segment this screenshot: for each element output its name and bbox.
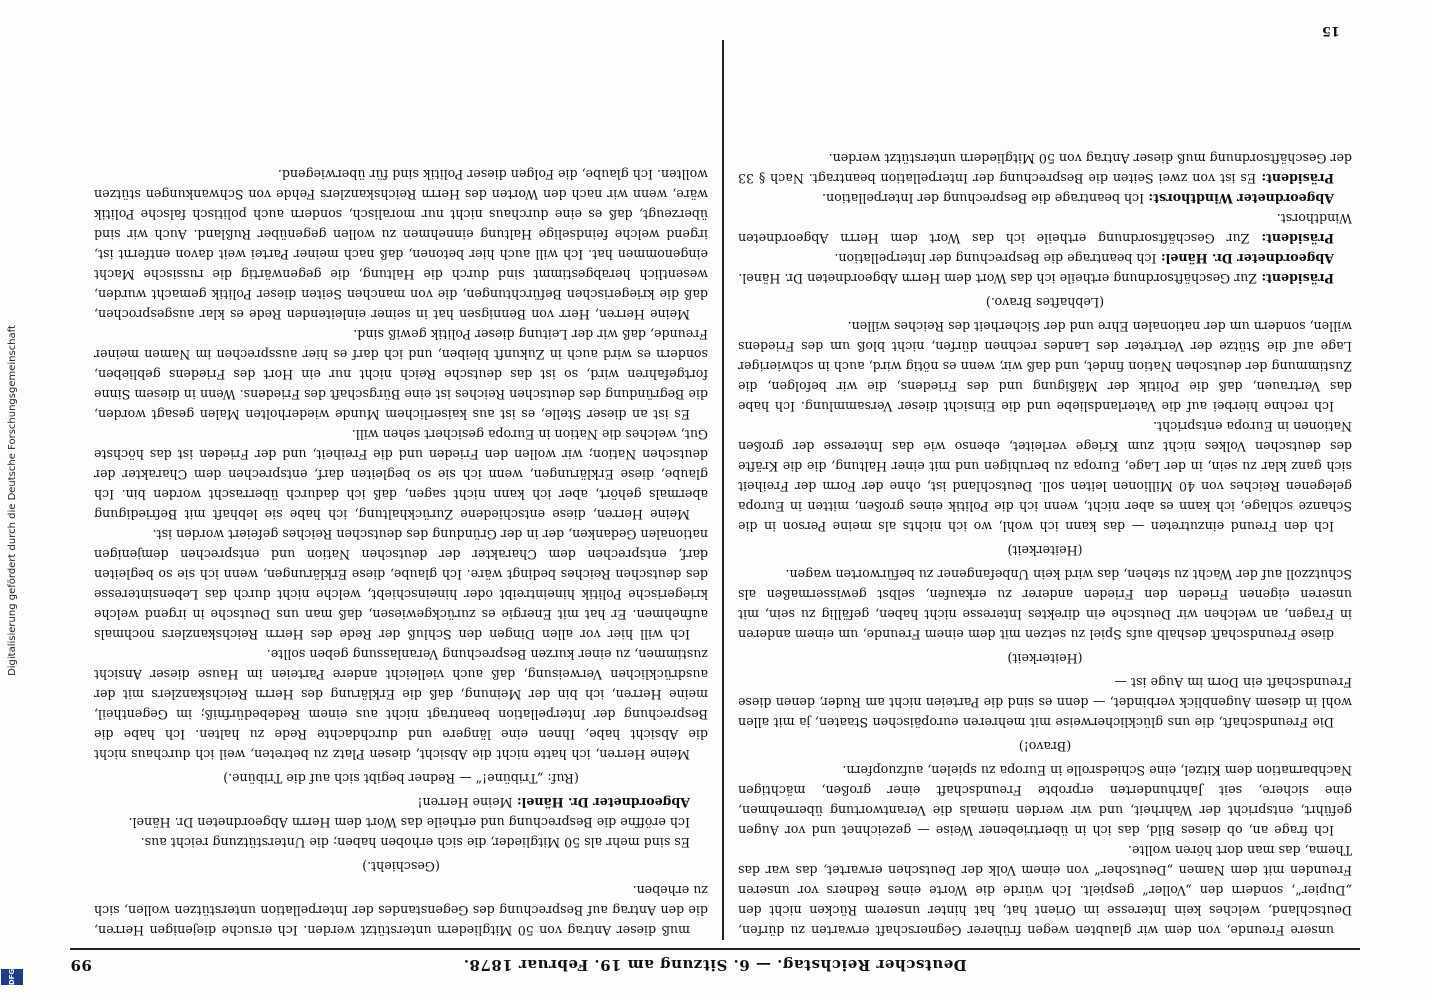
body-paragraph: Ich frage an, ob dieses Bild, das ich in übertriebener Weise — gezeichnet und vor Augen geführt, entspricht der Wahrheit, und wir werden niemals die Verantwortung übernehmen, eine sichere, seit Jahrhunderten erprobte Freundschaft einer großen, mächtigen Nachbarnation dem Kitzel, eine Schiedsrolle in Europa zu spielen, aufzuopfern.: [738, 763, 1352, 838]
speech-text: Ich beantrage die Besprechung der Interpellation.: [834, 251, 1157, 266]
speech-text: Zur Geschäftsordnung ertheile ich das Wort dem Herrn Abgeordneten Dr. Hänel.: [738, 271, 1258, 286]
speaker-label: Abgeordneter Dr. Hänel:: [512, 795, 690, 810]
speech-text: Zur Geschäftsordnung ertheile ich das Wort dem Herrn Abgeordneten Windthorst.: [738, 211, 1352, 246]
right-column: [86, 40, 716, 940]
body-paragraph: Es ist an dieser Stelle, es ist aus kaiserlichem Munde wiederholten Malen gesagt worden, die Begründung des deutschen Reiches ist eine Bürgschaft des Friedens. Wenn in diesem Sinne fortgefahren wird, so ist das deutsche Reich nicht nur ein Hort des Friedens geblieben, sondern es wird auch in Zukunft bleiben, und ich darf es hier aussprechen im Namen meiner Freunde, daß wir der Leitung dieser Politik gewiß sind.: [94, 327, 708, 422]
stage-direction: (Bravo!): [1018, 739, 1072, 754]
speaker-paragraph: [94, 792, 708, 812]
body-paragraph: Ich will hier vor allen Dingen den Schluß der Rede des Herrn Reichskanzlers nochmals aufnehmen. Er hat mit Energie es zurückgewiesen, daß man uns Deutsche in irgend welche kriegerische Politik hineintreibt oder hineinschiebt, welche nicht durch das Lebensinteresse des deutschen Reiches bedingt wäre. Ich glaube, diese Erklärungen, wenn ich sie so begleiten darf, entsprechen dem Charakter der deutschen Nation und entsprechen demjenigen nationalen Gedanken, der in der Gründung des deutschen Reiches gefeiert worden ist.: [94, 527, 708, 642]
body-paragraph: Ich rechne hierbei auf die Vaterlandsliebe und die Einsicht dieser Versammlung. Ich habe das Vertrauen, daß die Politik der Mäßigung und des Friedens, die wir befolgen, die Zustimmung der deutschen Nation findet, und daß wir, wenn es nötig wird, auch in schwieriger Lage auf die Stütze der Vertreter des Landes rechnen dürfen, nicht bloß um des Friedens willen, sondern um der nationalen Ehre und der Sicherheit des Reiches willen.: [738, 319, 1352, 414]
stage-direction: (Heiterkeit): [1007, 543, 1083, 558]
body-paragraph: Es sind mehr als 50 Mitglieder, die sich erhoben haben; die Unterstützung reicht aus.: [140, 835, 690, 850]
rotated-page-content: [70, 20, 1360, 980]
stage-direction: (Ruf: „Tribüne!“ — Redner begibt sich auf die Tribüne.): [223, 771, 579, 786]
body-paragraph: Ich eröffne die Besprechung und ertheile das Wort dem Herrn Abgeordneten Dr. Hänel.: [128, 815, 690, 830]
two-column-body: [70, 40, 1360, 940]
speaker-paragraph: [738, 248, 1352, 268]
body-paragraph: Meine Herren, ich hatte nicht die Absicht, diesen Platz zu betreten, weil ich durchaus nicht die Absicht habe, Ihnen eine längere und durchdachte Rede zu halten. Ich habe die Besprechung der Interpellation beantragt nicht aus einem Redebedürfniß; im Gegentheil, meine Herren, ich bin der Meinung, daß die Erklärung des Herrn Reichskanzlers mit der ausdrücklichen Verweisung, daß auch vielleicht andere Parteien im Hause dieser Ansicht zustimmen, zu einer kurzen Besprechung Veranlassung geben sollte.: [94, 647, 708, 762]
speaker-label: Abgeordneter Windthorst:: [1144, 191, 1334, 206]
running-head-title: Deutscher Reichstag. — 6. Sitzung am 19. Februar 1878.: [463, 956, 967, 974]
running-head: [70, 948, 1360, 980]
page-number: 99: [70, 956, 92, 974]
body-paragraph: diese Freundschaft deshalb aufs Spiel zu setzen mit dem einem Freunde, um einem anderen in Fragen, an welchen wir Deutsche ein direktes Interesse nicht haben, gefällig zu sein, mit unseren eigenen Frieden den Frieden anderer zu erkaufen, selbst gewissermaßen als Schutzzoll auf der Wacht zu stehen, das wird kein Unbefangener zu befürworten wagen.: [738, 567, 1352, 642]
speech-text: Ich beantrage die Besprechung der Interpellation.: [822, 191, 1145, 206]
speaker-label: Abgeordneter Dr. Hänel:: [1156, 251, 1334, 266]
speaker-paragraph: [738, 148, 1352, 188]
credit-text: Digitalisierung gefördert durch die Deutsche Forschungsgemeinschaft: [6, 324, 18, 676]
left-column: [730, 40, 1360, 940]
body-paragraph: Die Freundschaft, die uns glücklicherweise mit mehreren europäischen Staaten, ja mit allen wohl in diesem Augenblick verbindet, — denn es sind die Parteien nicht am Ruder, denen diese Freundschaft ein Dorn im Auge ist —: [738, 675, 1352, 730]
speech-text: Meine Herren!: [417, 795, 513, 810]
dfg-logo-icon: DFG: [1, 969, 23, 985]
stage-direction: (Lebhaftes Bravo.): [985, 295, 1105, 310]
speaker-paragraph: [738, 208, 1352, 248]
speaker-paragraph: [738, 268, 1352, 288]
speaker-label: Präsident:: [1256, 171, 1334, 186]
column-divider: [722, 40, 724, 940]
digitization-credit: [0, 0, 24, 1000]
speaker-label: Präsident:: [1257, 271, 1334, 286]
signature-mark: 15: [1321, 23, 1340, 38]
speaker-paragraph: [738, 188, 1352, 208]
speech-text: Es ist von zwei Seiten die Besprechung der Interpellation beantragt. Nach § 33 der Geschäftsordnung muß dieser Antrag von 50 Mitgliedern unterstützt werden.: [738, 151, 1352, 186]
body-paragraph: Ich den Freund einzutreten — das kann ich wohl, wo ich nichts als meine Person in die Schanze schlage, ich kann es aber nicht, wenn ich die Politik eines großen, mitten in Europa gelegenen Reiches von 40 Millionen leiten soll. Deutschland ist, ohne der Form der Freiheit sich ganz klar zu sein, in der Lage, Europa zu beruhigen und mit einer Haltung, die die Kräfte des deutschen Volkes nicht zum Kriege verleitet, ebenso wie das Interesse der großen Nationen in Europa entspricht.: [738, 419, 1352, 534]
speaker-label: Präsident:: [1249, 231, 1334, 246]
stage-direction: (Heiterkeit): [1007, 651, 1083, 666]
body-paragraph: muß dieser Antrag von 50 Mitgliedern unterstützt werden. Ich ersuche diejenigen Herren, die den Antrag auf Besprechung des Gegenstandes der Interpellation unterstützen wollen, sich zu erheben.: [94, 883, 708, 938]
body-paragraph: Meine Herren, Herr von Bennigsen hat in seiner einleitenden Rede es klar ausgesprochen, daß die kriegerischen Befürchtungen, die von manchen Seiten dieser Politik gemacht wurden, wesentlich herabgestimmt sind durch die Haltung, die gegenwärtig die russische Macht eingenommen hat. Ich will auch hier betonen, daß nach meiner Partei weit davon entfernt ist, irgend welche feindselige Haltung einnehmen zu wollen gegenüber Rußland. Auch wir sind überzeugt, daß es eine durchaus nicht nur moralisch, sondern auch politisch falsche Politik wäre, wenn wir nach den Worten des Herrn Reichskanzlers Fehde von Schwankungen stützen wollten. Ich glaube, die Folgen dieser Politik sind für überwiegend.: [94, 167, 708, 322]
body-paragraph: Meine Herren, diese entschiedene Zurückhaltung, ich habe sie lebhaft mit Befriedigung abermals gehört, aber ich kann nicht sagen, daß ich dadurch überrascht worden bin. Ich glaube, diese Erklärungen, wenn ich sie so begleiten darf, entsprechen dem Charakter der deutschen Nation; wir wollen den Frieden und die Freiheit, und der Frieden ist das höchste Gut, welches die Nation in Europa gesichert sehen will.: [94, 427, 708, 522]
body-paragraph: unsere Freunde, von dem wir glaubten wegen früherer Gegnerschaft erwarten zu dürfen, Deutschland, welches kein Interesse im Orient hat, hat hinter unserem Rücken nicht den „Dupier“, sondern den „Voller“ gespielt. Ich würde die Worte eines Redners vor unseren Freunden mit dem Namen „Deutscher“ von einem Volk der Deutschen erwartet, das war das Thema, das man dort hören wollte.: [738, 843, 1352, 938]
stage-direction: (Geschieht.): [362, 859, 440, 874]
